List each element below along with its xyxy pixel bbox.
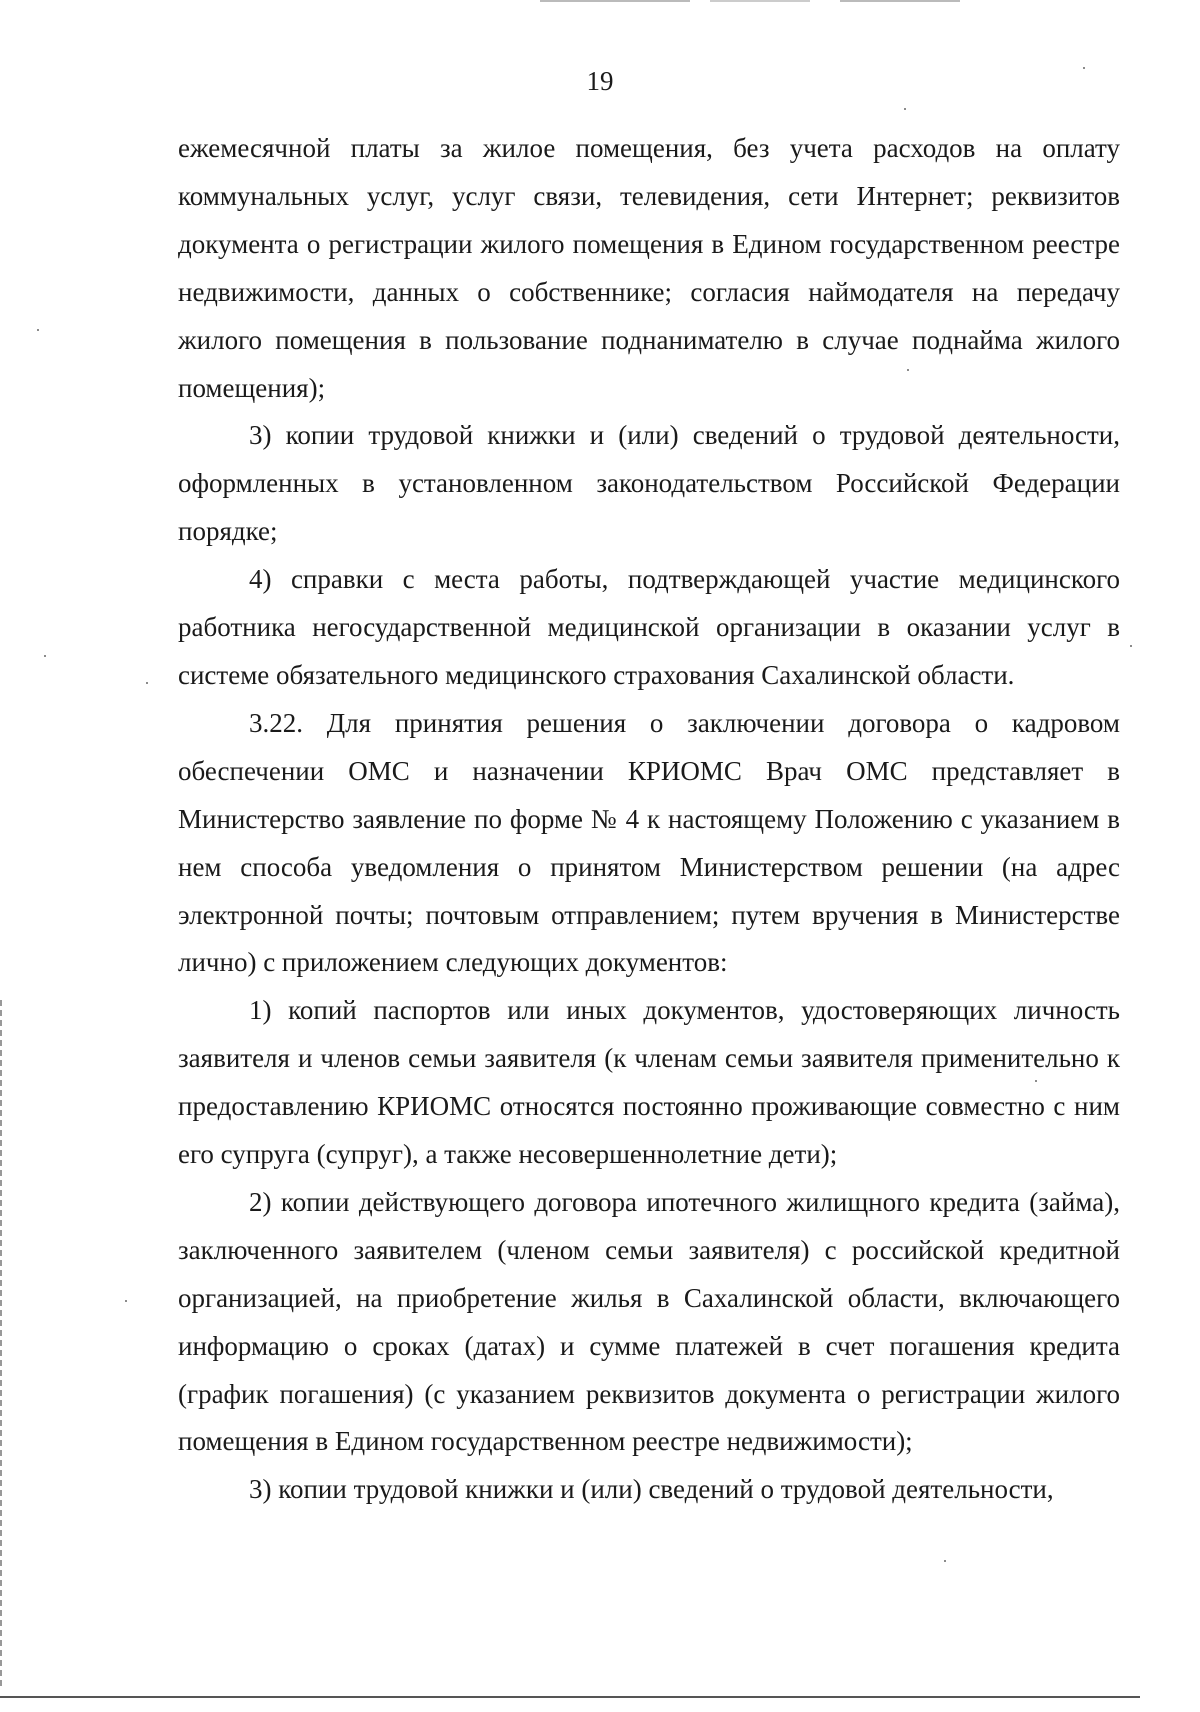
scan-speck [1035,1080,1037,1082]
scan-speck [146,682,148,684]
scan-artifact-bottom [0,1696,1140,1698]
scan-speck [944,1560,946,1562]
scan-speck [44,655,46,657]
scan-speck [1130,645,1132,647]
page-number: 19 [586,66,614,96]
scan-artifact-left-edge [0,1000,2,1690]
scan-speck [125,1300,127,1302]
scan-artifact-top [540,0,960,2]
paragraph-item-3-repeat: 3) копии трудовой книжки и (или) сведений о трудовой деятельности, [249,1474,1054,1505]
scan-speck [37,329,39,331]
document-body [178,125,1120,1514]
paragraph-section-3-22: 3.22. Для принятия решения о заключении договора о кадровом обеспечении ОМС и назначении КРИОМС Врач ОМС представляет в Министерство заявление по форме № 4 к настоящему Положению с указанием в нем способа уведомления о принятом Министерством решении (на адрес электронной почты; почтовым отправлением; путем вручения в Министерстве лично) с приложением следующих документов: [178,707,1120,978]
paragraph-item-3: 3) копии трудовой книжки и (или) сведений о трудовой деятельности, оформленных в установленном законодательством Российской Федерации порядке; [178,420,1120,547]
scan-speck [1083,67,1085,69]
paragraph-item-1: 1) копий паспортов или иных документов, удостоверяющих личность заявителя и членов семьи заявителя (к членам семьи заявителя применительно к предоставлению КРИОМС относятся постоянно проживающие совместно с ним его супруга (супруг), а также несовершеннолетние дети); [178,995,1120,1170]
scan-speck [904,108,906,110]
paragraph-item-2: 2) копии действующего договора ипотечного жилищного кредита (займа), заключенного заявителем (членом семьи заявителя) с российской кредитной организацией, на приобретение жилья в Сахалинской области, включающего информацию о сроках (датах) и сумме платежей в счет погашения кредита (график погашения) (с указанием реквизитов документа о регистрации жилого помещения в Едином государственном реестре недвижимости); [178,1186,1120,1457]
paragraph-continuation: ежемесячной платы за жилое помещения, без учета расходов на оплату коммунальных услуг, услуг связи, телевидения, сети Интернет; реквизитов документа о регистрации жилого помещения в Едином государственном реестре недвижимости, данных о собственнике; согласия наймодателя на передачу жилого помещения в пользование поднанимателю в случае поднайма жилого помещения); [178,133,1120,403]
scan-speck [907,369,909,371]
paragraph-item-4: 4) справки с места работы, подтверждающей участие медицинского работника негосударственной медицинской организации в оказании услуг в системе обязательного медицинского страхования Сахалинской области. [178,564,1120,690]
